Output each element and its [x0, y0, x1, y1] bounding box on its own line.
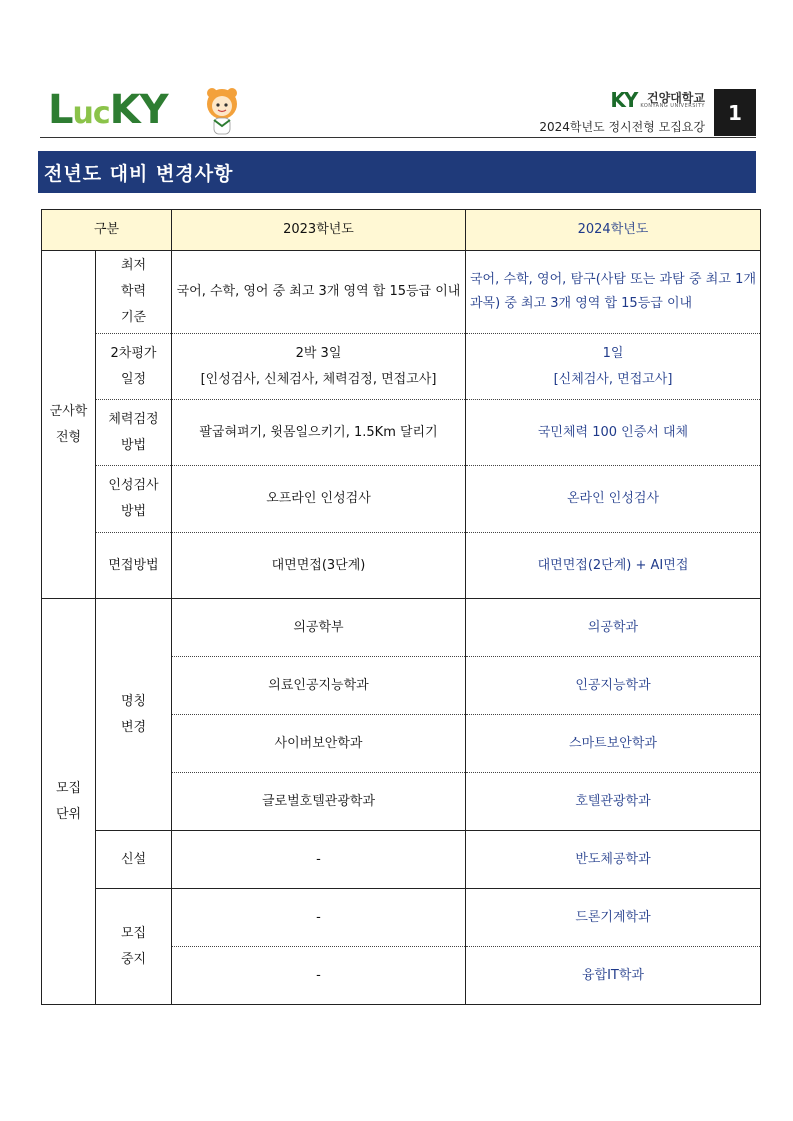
group-military: 군사학 전형: [42, 251, 96, 599]
cell-2024: 인공지능학과: [466, 657, 761, 715]
lucky-logo: [48, 87, 168, 134]
sub-interview: 면접방법: [96, 533, 172, 599]
mascot-icon: [200, 86, 244, 138]
sub-stop: 모집 중지: [96, 889, 172, 1005]
table-header-row: [42, 210, 761, 251]
university-name: 건양대학교: [647, 90, 705, 105]
cell-2023: 오프라인 인성검사: [172, 466, 466, 533]
cell-2023: -: [172, 947, 466, 1005]
cell-2023: 의료인공지능학과: [172, 657, 466, 715]
table-row: [42, 533, 761, 599]
sub-new: 신설: [96, 831, 172, 889]
cell-2024: 의공학과: [466, 599, 761, 657]
cell-2024: 반도체공학과: [466, 831, 761, 889]
cell-2024: 1일 [신체검사, 면접고사]: [466, 334, 761, 400]
section-title: 전년도 대비 변경사항: [38, 151, 756, 193]
table-row: [42, 466, 761, 533]
sub-second-eval: 2차평가 일정: [96, 334, 172, 400]
university-brand: [539, 90, 705, 135]
cell-2024: 스마트보안학과: [466, 715, 761, 773]
table-row: [42, 400, 761, 466]
sub-min-score: 최저 학력 기준: [96, 251, 172, 334]
header-2023: 2023학년도: [172, 210, 466, 251]
cell-2024: 대면면접(2단계) + AI면접: [466, 533, 761, 599]
cell-2023: 국어, 수학, 영어 중 최고 3개 영역 합 15등급 이내: [172, 251, 466, 334]
group-recruit: 모집 단위: [42, 599, 96, 1005]
cell-2023: 2박 3일 [인성검사, 신체검사, 체력검정, 면접고사]: [172, 334, 466, 400]
header-2024: 2024학년도: [466, 210, 761, 251]
cell-2023: 대면면접(3단계): [172, 533, 466, 599]
sub-personality: 인성검사 방법: [96, 466, 172, 533]
table-row: [42, 831, 761, 889]
table-row: [42, 889, 761, 947]
lucky-logo-text: LucKY: [48, 87, 168, 133]
header-category: 구분: [42, 210, 172, 251]
cell-2024: 호텔관광학과: [466, 773, 761, 831]
sub-fitness: 체력검정 방법: [96, 400, 172, 466]
cell-2023: 의공학부: [172, 599, 466, 657]
table-row: [42, 334, 761, 400]
cell-2023: 글로벌호텔관광학과: [172, 773, 466, 831]
table-row: [42, 251, 761, 334]
cell-2023: -: [172, 831, 466, 889]
cell-2024: 온라인 인성검사: [466, 466, 761, 533]
guide-title: 2024학년도 정시전형 모집요강: [539, 120, 705, 134]
header-divider: [40, 137, 756, 138]
table-row: [42, 599, 761, 657]
cell-2024: 드론기계학과: [466, 889, 761, 947]
cell-2024: 국민체력 100 인증서 대체: [466, 400, 761, 466]
cell-2023: -: [172, 889, 466, 947]
changes-table: [41, 209, 761, 1005]
university-name-en: KONYANG UNIVERSITY: [640, 102, 705, 109]
cell-2023: 팔굽혀펴기, 윗몸일으키기, 1.5Km 달리기: [172, 400, 466, 466]
cell-2024: 국어, 수학, 영어, 탐구(사탐 또는 과탐 중 최고 1개 과목) 중 최고 3개 영역 합 15등급 이내: [466, 251, 761, 334]
cell-2024: 융합IT학과: [466, 947, 761, 1005]
sub-rename: 명칭 변경: [96, 599, 172, 831]
page-number: 1: [714, 89, 756, 136]
cell-2023: 사이버보안학과: [172, 715, 466, 773]
university-mark: KY: [610, 88, 637, 112]
